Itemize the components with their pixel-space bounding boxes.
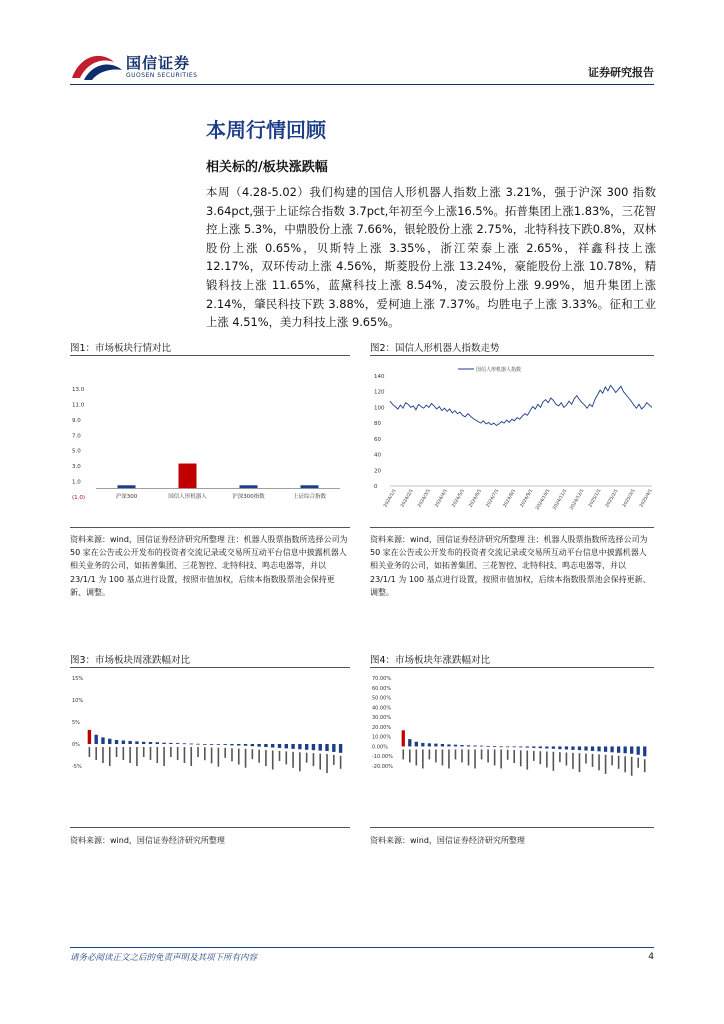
x-tick-label-mark <box>566 752 568 765</box>
x-tick-label: 2024/11/1 <box>552 488 569 511</box>
y-tick-label: 3.0 <box>72 464 81 471</box>
x-tick-label-mark <box>461 749 463 762</box>
x-tick-label-mark <box>494 749 496 765</box>
bar-34 <box>624 746 627 753</box>
bar-15 <box>190 744 193 745</box>
bar-21 <box>230 744 233 745</box>
x-tick-label-mark <box>170 747 172 757</box>
x-tick-label-mark <box>559 752 561 762</box>
bar-3 <box>421 743 424 747</box>
y-tick-label: 40.00% <box>372 705 392 712</box>
bar-32 <box>305 744 308 750</box>
x-tick-label-mark <box>631 757 633 776</box>
subsection-title: 相关标的/板块涨跌幅 <box>206 160 328 175</box>
figure-3-source: 资料来源：wind，国信证券经济研究所整理 <box>70 836 225 845</box>
guosen-logo-icon <box>70 52 124 82</box>
bar-22 <box>237 744 240 746</box>
x-tick-label-mark <box>109 747 111 766</box>
bar-37 <box>643 746 646 756</box>
bar-34 <box>319 744 322 751</box>
x-tick-label: 2025/2/1 <box>605 488 620 509</box>
bar-16 <box>196 744 199 745</box>
x-tick-label: 2024/12/1 <box>569 488 586 511</box>
figure-4-title: 图4：市场板块年涨跌幅对比 <box>370 655 491 666</box>
x-tick-label-mark <box>402 749 404 759</box>
x-tick-label-mark <box>540 751 542 764</box>
x-tick-label-mark <box>224 748 226 758</box>
y-tick-label: (1.0) <box>72 495 86 501</box>
x-tick-label-mark <box>340 756 342 769</box>
x-tick-label-mark <box>116 747 118 757</box>
bar-20 <box>532 746 535 747</box>
y-tick-label: 5% <box>72 720 80 726</box>
bar-26 <box>571 746 574 749</box>
x-tick-label-mark <box>520 750 522 766</box>
x-tick-label-mark <box>500 749 502 768</box>
bar-22 <box>545 746 548 748</box>
bar-21 <box>539 746 542 748</box>
y-tick-label: 60 <box>374 436 381 443</box>
figure-2-top-rule <box>370 355 654 356</box>
figure-4-chart <box>370 672 654 822</box>
figure-4-top-rule <box>370 667 654 668</box>
bar-6 <box>128 741 131 744</box>
x-tick-label-mark <box>585 754 587 764</box>
bar-3 <box>301 485 319 488</box>
figure-3-top-rule <box>70 667 350 668</box>
y-tick-label: -10.00% <box>372 754 393 761</box>
x-tick-label-mark <box>468 749 470 765</box>
y-tick-label: 5.0 <box>72 448 81 455</box>
y-tick-label: 0% <box>72 742 80 748</box>
bar-5 <box>122 740 125 744</box>
x-tick-label-mark <box>177 747 179 760</box>
x-tick-label: 2024/9/1 <box>519 488 535 509</box>
y-tick-label: 120 <box>374 389 385 396</box>
x-tick-label: 2024/2/1 <box>400 488 415 509</box>
x-tick-label: 2024/4/1 <box>434 488 449 509</box>
bar-31 <box>604 746 607 751</box>
x-tick-label: 2024/5/1 <box>451 488 466 509</box>
x-tick-label-mark <box>442 749 444 765</box>
x-tick-label-mark <box>487 749 489 762</box>
figure-3-title: 图3：市场板块周涨跌幅对比 <box>70 655 191 666</box>
x-tick-label-mark <box>265 750 267 766</box>
y-tick-label: 70.00% <box>372 676 392 682</box>
bar-2 <box>415 742 418 747</box>
bar-8 <box>454 745 457 747</box>
header-divider <box>70 84 654 85</box>
figure-3-bottom-rule <box>70 827 350 828</box>
bar-19 <box>526 746 529 747</box>
bar-18 <box>210 744 213 745</box>
figure-2-title: 图2：国信人形机器人指数走势 <box>370 343 500 354</box>
bar-17 <box>203 744 206 745</box>
bar-9 <box>149 742 152 744</box>
x-tick-label-mark <box>272 751 274 770</box>
x-tick-label-mark <box>231 748 233 761</box>
x-tick-label-mark <box>618 756 620 769</box>
x-tick-label-mark <box>150 747 152 760</box>
y-tick-label: 11.0 <box>72 402 85 409</box>
x-tick-label-mark <box>129 747 131 763</box>
bar-27 <box>578 746 581 750</box>
x-tick-label-mark <box>279 751 281 761</box>
x-tick-label: 沪深300指数 <box>232 494 265 500</box>
y-tick-label: 80 <box>374 421 381 428</box>
bar-0 <box>88 730 91 744</box>
x-tick-label-mark <box>474 749 476 768</box>
logo-chinese-name: 国信证券 <box>126 54 191 72</box>
x-tick-label-mark <box>156 747 158 763</box>
y-tick-label: 7.0 <box>72 433 81 440</box>
y-tick-label: -5% <box>72 764 82 770</box>
x-tick-label-mark <box>184 747 186 763</box>
figure-2-bottom-rule <box>370 527 654 528</box>
x-tick-label-mark <box>258 750 260 763</box>
bar-28 <box>584 746 587 750</box>
bar-6 <box>441 744 444 746</box>
y-tick-label: 30.00% <box>372 715 392 722</box>
x-tick-label-mark <box>292 752 294 768</box>
x-tick-label-mark <box>429 749 431 759</box>
x-tick-label: 2024/7/1 <box>485 488 501 509</box>
x-tick-label-mark <box>611 755 613 765</box>
x-tick-label-mark <box>546 751 548 767</box>
y-tick-label: -20.00% <box>372 764 393 770</box>
figure-4-bottom-rule <box>370 827 654 828</box>
x-tick-label-mark <box>163 747 165 766</box>
body-paragraph: 本周（4.28-5.02）我们构建的国信人形机器人指数上涨 3.21%，强于沪深 300 指数 3.64pct,强于上证综合指数 3.7pct,年初至今上涨16.5%。拓普集团上涨1.83%，三花智控上涨 5.3%，中鼎股份上涨 7.66%，银轮股份上涨 2.75%，北特科技下跌0.8%，双林股份上涨 0.65%，贝斯特上涨 3.35%，浙江荣泰上涨 2.65%，祥鑫科技上涨 12.17%，双环传动上涨 4.56%，斯菱股份上涨 13.24%，豪能股份上涨 10.78%，精锻科技上涨 11.65%，蓝黛科技上涨 8.54%，凌云股份上涨 9.99%，旭升集团上涨 2.14%，肇民科技下跌 3.88%，爱柯迪上涨 7.37%。均胜电子上涨 3.33%。征和工业上涨 4.51%，美力科技上涨 9.65%。 <box>206 185 656 330</box>
figure-1-bottom-rule <box>70 527 350 528</box>
x-tick-label-mark <box>448 749 450 768</box>
x-tick-label-mark <box>238 749 240 765</box>
bar-16 <box>506 746 509 747</box>
bar-35 <box>630 746 633 753</box>
x-tick-label-mark <box>416 749 418 765</box>
bar-27 <box>271 744 274 748</box>
bar-1 <box>94 735 97 744</box>
y-tick-label: 140 <box>374 374 385 380</box>
bar-30 <box>597 746 600 751</box>
bar-24 <box>251 744 254 746</box>
footer-disclaimer: 请务必阅读正文之后的免责声明及其项下所有内容 <box>70 953 258 963</box>
x-tick-label: 2024/10/1 <box>535 488 552 511</box>
x-tick-label-mark <box>204 747 206 760</box>
x-tick-label: 2024/3/1 <box>417 488 432 509</box>
x-tick-label-mark <box>579 753 581 772</box>
x-tick-label-mark <box>218 748 220 767</box>
x-tick-label-mark <box>95 747 97 760</box>
x-tick-label: 2024/1/1 <box>383 488 398 509</box>
x-tick-label-mark <box>319 754 321 770</box>
bar-3 <box>108 739 111 744</box>
index-line <box>390 385 652 425</box>
bar-8 <box>142 742 145 744</box>
y-tick-label: 40 <box>374 452 381 459</box>
x-tick-label-mark <box>605 755 607 774</box>
x-tick-label: 2025/3/1 <box>622 488 637 509</box>
x-tick-label-mark <box>326 754 328 773</box>
bar-18 <box>519 746 522 747</box>
bar-12 <box>169 743 172 744</box>
figure-2-source: 资料来源：wind，国信证券经济研究所整理 注：机器人股票指数所选择公司为 50 家在公告或公开发布的投资者交流记录或交易所互动平台信息中披露机器人相关业务的公司，如拓普集团、三花智控、北特科技、鸣志电器等，并以 23/1/1 为 100 基点进行设置，按照市值加权，后续本指数股票池会保持更新、调整。 <box>370 535 651 597</box>
bar-23 <box>244 744 247 746</box>
x-tick-label-mark <box>333 755 335 765</box>
y-tick-label: 15% <box>72 676 84 682</box>
report-type-label: 证券研究报告 <box>588 66 654 79</box>
bar-0 <box>402 730 405 746</box>
bar-2 <box>240 485 258 488</box>
x-tick-label-mark <box>481 749 483 759</box>
x-tick-label-mark <box>245 749 247 768</box>
x-tick-label-mark <box>422 749 424 768</box>
page-number: 4 <box>648 952 654 962</box>
x-tick-label: 2025/1/1 <box>588 488 603 509</box>
x-tick-label-mark <box>123 747 125 760</box>
bar-31 <box>298 744 301 749</box>
y-tick-label: 13.0 <box>72 387 85 393</box>
x-tick-label-mark <box>435 749 437 762</box>
x-tick-label-mark <box>211 747 213 763</box>
bar-1 <box>179 464 197 489</box>
legend-label: 国信人形机器人指数 <box>476 367 522 373</box>
bar-25 <box>565 746 568 749</box>
x-tick-label-mark <box>526 751 528 770</box>
y-tick-label: 10% <box>72 698 84 704</box>
figure-2-chart <box>370 362 654 522</box>
figure-4-source: 资料来源：wind，国信证券经济研究所整理 <box>370 836 525 845</box>
bar-32 <box>610 746 613 752</box>
bar-36 <box>637 746 640 754</box>
figure-1-source: 资料来源：wind，国信证券经济研究所整理 注：机器人股票指数所选择公司为 50 家在公告或公开发布的投资者交流记录或交易所互动平台信息中披露机器人相关业务的公司，如拓普集团、三花智控、北特科技、鸣志电器等，并以 23/1/1 为 100 基点进行设置，按照市值加权，后续本指数股票池会保持更新、调整。 <box>70 535 348 597</box>
x-tick-label-mark <box>637 758 639 768</box>
y-tick-label: 1.0 <box>72 479 81 486</box>
y-tick-label: 10.00% <box>372 734 392 741</box>
x-tick-label-mark <box>455 749 457 759</box>
y-tick-label: 20.00% <box>372 724 392 731</box>
x-tick-label-mark <box>507 750 509 760</box>
bar-7 <box>447 744 450 746</box>
x-tick-label-mark <box>644 759 646 772</box>
x-tick-label-mark <box>143 747 145 757</box>
bar-29 <box>591 746 594 750</box>
x-tick-label-mark <box>285 751 287 764</box>
y-tick-label: 20 <box>374 468 381 475</box>
bar-14 <box>183 743 186 744</box>
bar-13 <box>176 743 179 744</box>
bar-20 <box>223 744 226 745</box>
x-tick-label-mark <box>197 747 199 757</box>
section-title: 本周行情回顾 <box>206 118 326 142</box>
x-tick-label-mark <box>299 752 301 771</box>
figure-1-title: 图1：市场板块行情对比 <box>70 343 172 354</box>
figure-3-chart <box>70 672 350 822</box>
x-tick-label-mark <box>306 753 308 763</box>
bar-9 <box>460 745 463 746</box>
x-tick-label: 上证综合指数 <box>292 494 327 500</box>
x-tick-label-mark <box>533 751 535 761</box>
x-tick-label-mark <box>598 754 600 770</box>
y-tick-label: 100 <box>374 405 385 412</box>
x-tick-label-mark <box>513 750 515 763</box>
bar-29 <box>285 744 288 748</box>
bar-28 <box>278 744 281 748</box>
bar-26 <box>264 744 267 747</box>
bar-13 <box>486 746 489 747</box>
x-tick-label-mark <box>102 747 104 763</box>
bar-2 <box>101 737 104 744</box>
bar-4 <box>428 743 431 746</box>
y-tick-label: 9.0 <box>72 417 81 424</box>
bar-5 <box>434 744 437 747</box>
bar-30 <box>291 744 294 749</box>
bar-23 <box>552 746 555 748</box>
x-tick-label: 2024/6/1 <box>468 488 484 509</box>
x-tick-label: 沪深300 <box>115 494 138 500</box>
bar-11 <box>162 743 165 744</box>
y-tick-label: 60.00% <box>372 685 392 692</box>
bar-36 <box>332 744 335 752</box>
y-tick-label: 50.00% <box>372 695 392 702</box>
x-tick-label: 2025/4/1 <box>639 488 654 509</box>
bar-33 <box>617 746 620 752</box>
x-tick-label: 国信人形机器人 <box>168 494 207 500</box>
bar-7 <box>135 741 138 744</box>
bar-24 <box>558 746 561 749</box>
x-tick-label-mark <box>624 756 626 772</box>
bar-14 <box>493 746 496 747</box>
bar-35 <box>325 744 328 751</box>
bar-1 <box>408 739 411 746</box>
bar-25 <box>257 744 260 747</box>
bar-0 <box>118 485 136 488</box>
bar-4 <box>115 740 118 744</box>
bar-37 <box>339 744 342 753</box>
x-tick-label-mark <box>89 747 91 757</box>
bar-17 <box>513 746 516 747</box>
x-tick-label-mark <box>252 749 254 759</box>
x-tick-label-mark <box>190 747 192 766</box>
figure-1-chart <box>70 380 350 520</box>
x-tick-label-mark <box>553 752 555 771</box>
bar-10 <box>467 745 470 746</box>
x-tick-label-mark <box>313 753 315 766</box>
footer-divider <box>70 947 654 948</box>
bar-15 <box>500 746 503 747</box>
bar-19 <box>217 744 220 745</box>
bar-11 <box>473 745 476 746</box>
bar-10 <box>156 742 159 744</box>
logo-english-name: GUOSEN SECURITIES <box>126 72 198 79</box>
y-tick-label: 0 <box>374 484 378 490</box>
y-tick-label: 0.00% <box>372 744 388 751</box>
figure-1-top-rule <box>70 355 350 356</box>
bar-33 <box>312 744 315 750</box>
bar-12 <box>480 746 483 747</box>
x-tick-label: 2024/8/1 <box>502 488 518 509</box>
x-tick-label-mark <box>572 753 574 769</box>
x-tick-label-mark <box>592 754 594 767</box>
x-tick-label-mark <box>136 747 138 766</box>
x-tick-label-mark <box>409 749 411 762</box>
